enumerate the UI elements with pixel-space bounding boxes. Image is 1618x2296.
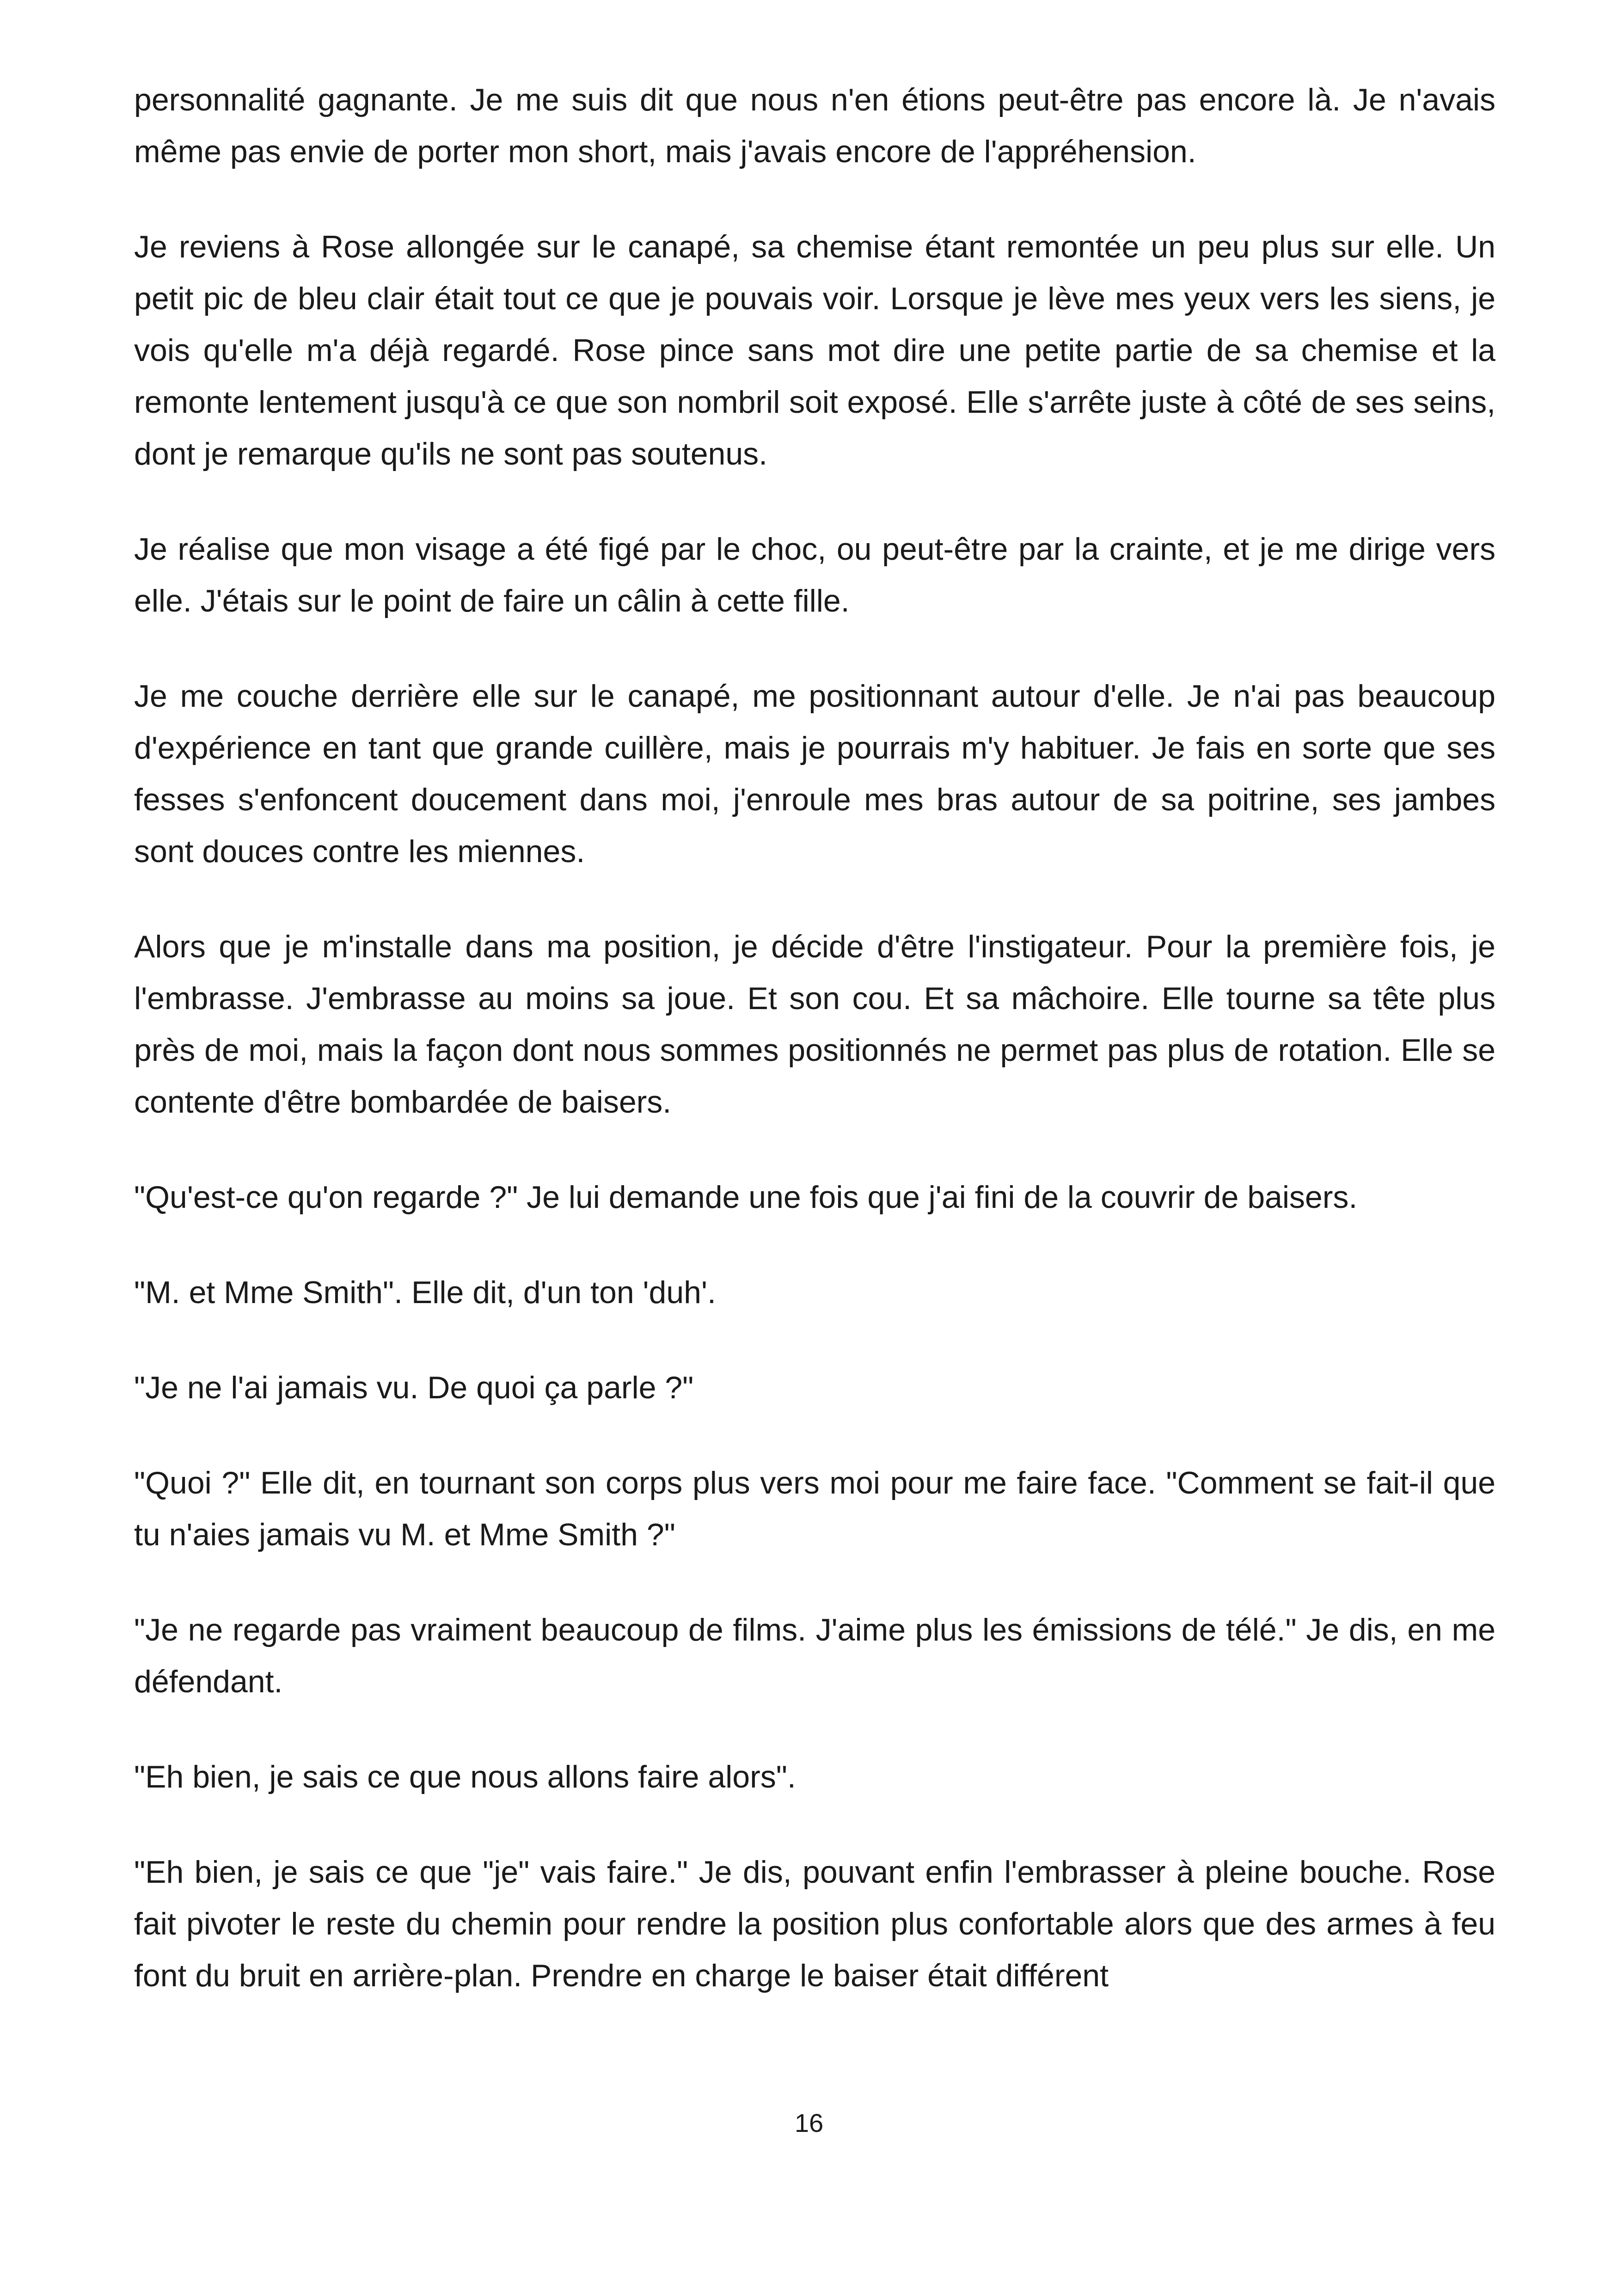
paragraph-4: Je me couche derrière elle sur le canapé, me positionnant autour d'elle. Je n'ai pas beaucoup d'expérience en tant que grande cuillère, mais je pourrais m'y habituer. Je fais en sorte que ses fesses s'enfoncent doucement dans moi, j'enroule mes bras autour de sa poitrine, ses jambes sont douces contre les miennes. bbox=[134, 679, 1495, 869]
paragraph-2: Je reviens à Rose allongée sur le canapé, sa chemise étant remontée un peu plus sur elle. Un petit pic de bleu clair était tout ce que je pouvais voir. Lorsque je lève mes yeux vers les siens, je vois qu'elle m'a déjà regardé. Rose pince sans mot dire une petite partie de sa chemise et la remonte lentement jusqu'à ce que son nombril soit exposé. Elle s'arrête juste à côté de ses seins, dont je remarque qu'ils ne sont pas soutenus. bbox=[134, 229, 1495, 471]
paragraph-3: Je réalise que mon visage a été figé par le choc, ou peut-être par la crainte, et je me dirige vers elle. J'étais sur le point de faire un câlin à cette fille. bbox=[134, 532, 1495, 618]
paragraph-8: "Je ne l'ai jamais vu. De quoi ça parle ?" bbox=[134, 1370, 694, 1405]
paragraph-5: Alors que je m'installe dans ma position, je décide d'être l'instigateur. Pour la première fois, je l'embrasse. J'embrasse au moins sa joue. Et son cou. Et sa mâchoire. Elle tourne sa tête plus près de moi, mais la façon dont nous sommes positionnés ne permet pas plus de rotation. Elle se contente d'être bombardée de baisers. bbox=[134, 929, 1495, 1120]
paragraph-10: "Je ne regarde pas vraiment beaucoup de films. J'aime plus les émissions de télé." Je dis, en me défendant. bbox=[134, 1612, 1495, 1699]
paragraph-6: "Qu'est-ce qu'on regarde ?" Je lui demande une fois que j'ai fini de la couvrir de baisers. bbox=[134, 1180, 1358, 1215]
paragraph-9: "Quoi ?" Elle dit, en tournant son corps plus vers moi pour me faire face. "Comment se fait-il que tu n'aies jamais vu M. et Mme Smith ?" bbox=[134, 1465, 1495, 1552]
paragraph-7: "M. et Mme Smith". Elle dit, d'un ton 'duh'. bbox=[134, 1275, 716, 1310]
paragraph-11: "Eh bien, je sais ce que nous allons faire alors". bbox=[134, 1759, 796, 1794]
page-number: 16 bbox=[794, 2108, 824, 2137]
paragraph-1: personnalité gagnante. Je me suis dit que nous n'en étions peut-être pas encore là. Je n'avais même pas envie de porter mon short, mais j'avais encore de l'appréhension. bbox=[134, 82, 1495, 169]
paragraph-12: "Eh bien, je sais ce que "je" vais faire." Je dis, pouvant enfin l'embrasser à pleine bouche. Rose fait pivoter le reste du chemin pour rendre la position plus confortable alors que des armes à feu font du bruit en arrière-plan. Prendre en charge le baiser était différent bbox=[134, 1855, 1495, 1993]
body-text bbox=[134, 74, 1495, 2045]
